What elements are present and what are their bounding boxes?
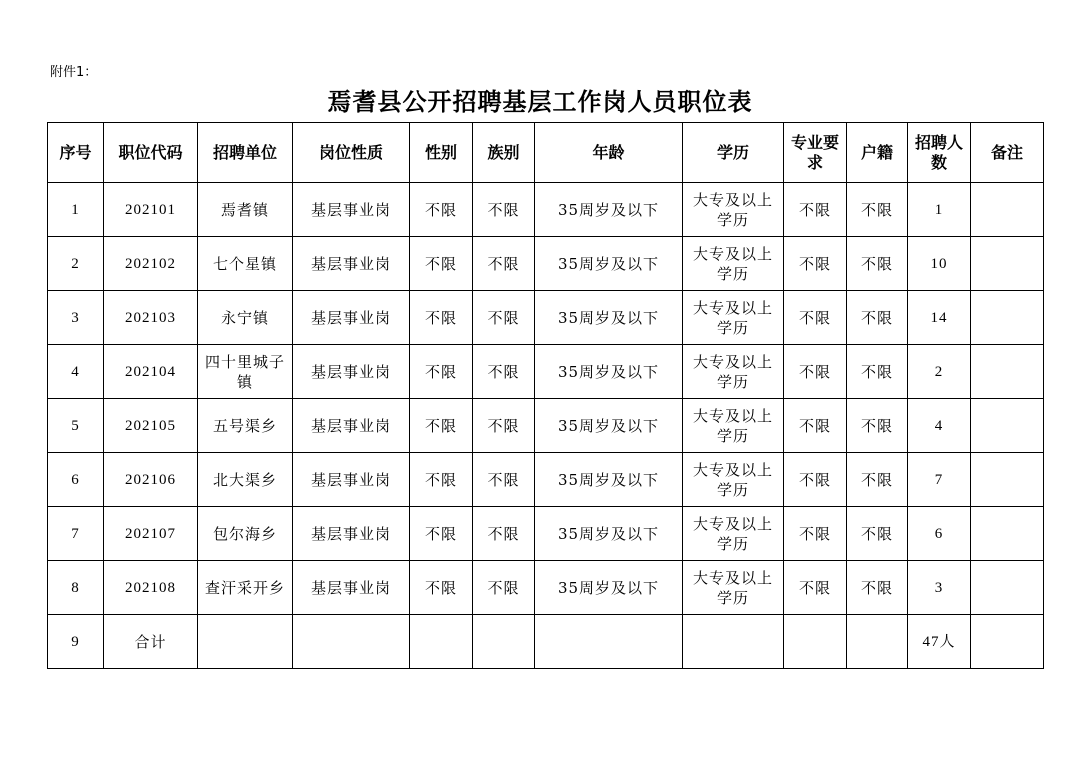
gender-cell: 不限 — [410, 561, 473, 615]
seq-cell: 7 — [48, 507, 104, 561]
position-code-cell: 202101 — [104, 183, 198, 237]
position-code-cell: 202106 — [104, 453, 198, 507]
remarks-cell — [971, 507, 1044, 561]
remarks-cell — [971, 453, 1044, 507]
age-cell: 35周岁及以下 — [535, 237, 683, 291]
ethnicity-cell: 不限 — [473, 507, 535, 561]
header-ethnicity: 族别 — [473, 123, 535, 183]
hiring-unit-cell: 焉耆镇 — [198, 183, 293, 237]
header-position-type: 岗位性质 — [293, 123, 410, 183]
age-cell: 35周岁及以下 — [535, 399, 683, 453]
table-row — [48, 237, 1044, 291]
age-cell: 35周岁及以下 — [535, 561, 683, 615]
seq-cell: 1 — [48, 183, 104, 237]
position-code-cell: 202107 — [104, 507, 198, 561]
table-row — [48, 561, 1044, 615]
ethnicity-cell: 不限 — [473, 453, 535, 507]
table-row — [48, 399, 1044, 453]
gender-cell: 不限 — [410, 291, 473, 345]
ethnicity-cell: 不限 — [473, 399, 535, 453]
major-cell — [784, 615, 847, 669]
position-type-cell — [293, 615, 410, 669]
ethnicity-cell: 不限 — [473, 345, 535, 399]
household-cell: 不限 — [847, 561, 908, 615]
position-type-cell: 基层事业岗 — [293, 183, 410, 237]
household-cell: 不限 — [847, 399, 908, 453]
ethnicity-cell: 不限 — [473, 183, 535, 237]
headcount-cell: 6 — [908, 507, 971, 561]
education-cell: 大专及以上学历 — [683, 561, 784, 615]
headcount-cell: 47人 — [908, 615, 971, 669]
seq-cell: 6 — [48, 453, 104, 507]
hiring-unit-cell: 七个星镇 — [198, 237, 293, 291]
remarks-cell — [971, 615, 1044, 669]
education-cell — [683, 615, 784, 669]
major-cell: 不限 — [784, 399, 847, 453]
remarks-cell — [971, 183, 1044, 237]
seq-cell: 2 — [48, 237, 104, 291]
position-code-cell: 202105 — [104, 399, 198, 453]
gender-cell: 不限 — [410, 345, 473, 399]
household-cell — [847, 615, 908, 669]
attachment-label: 附件1： — [50, 65, 98, 80]
hiring-unit-cell: 包尔海乡 — [198, 507, 293, 561]
ethnicity-cell: 不限 — [473, 237, 535, 291]
position-type-cell: 基层事业岗 — [293, 561, 410, 615]
table-row — [48, 615, 1044, 669]
table-row — [48, 183, 1044, 237]
education-cell: 大专及以上学历 — [683, 237, 784, 291]
education-cell: 大专及以上学历 — [683, 399, 784, 453]
gender-cell: 不限 — [410, 399, 473, 453]
header-household: 户籍 — [847, 123, 908, 183]
seq-cell: 8 — [48, 561, 104, 615]
headcount-cell: 4 — [908, 399, 971, 453]
seq-cell: 5 — [48, 399, 104, 453]
position-code-cell: 202102 — [104, 237, 198, 291]
hiring-unit-cell — [198, 615, 293, 669]
hiring-unit-cell: 永宁镇 — [198, 291, 293, 345]
position-code-cell: 202108 — [104, 561, 198, 615]
ethnicity-cell — [473, 615, 535, 669]
position-type-cell: 基层事业岗 — [293, 237, 410, 291]
household-cell: 不限 — [847, 237, 908, 291]
age-cell: 35周岁及以下 — [535, 291, 683, 345]
seq-cell: 4 — [48, 345, 104, 399]
header-age: 年龄 — [535, 123, 683, 183]
major-cell: 不限 — [784, 291, 847, 345]
headcount-cell: 3 — [908, 561, 971, 615]
table-header-row — [48, 123, 1044, 183]
remarks-cell — [971, 345, 1044, 399]
headcount-cell: 10 — [908, 237, 971, 291]
seq-cell: 3 — [48, 291, 104, 345]
household-cell: 不限 — [847, 345, 908, 399]
position-type-cell: 基层事业岗 — [293, 453, 410, 507]
header-education: 学历 — [683, 123, 784, 183]
remarks-cell — [971, 561, 1044, 615]
remarks-cell — [971, 399, 1044, 453]
header-gender: 性别 — [410, 123, 473, 183]
age-cell — [535, 615, 683, 669]
age-cell: 35周岁及以下 — [535, 345, 683, 399]
position-type-cell: 基层事业岗 — [293, 399, 410, 453]
major-cell: 不限 — [784, 453, 847, 507]
gender-cell: 不限 — [410, 507, 473, 561]
seq-cell: 9 — [48, 615, 104, 669]
remarks-cell — [971, 237, 1044, 291]
position-code-cell: 202103 — [104, 291, 198, 345]
ethnicity-cell: 不限 — [473, 561, 535, 615]
headcount-cell: 2 — [908, 345, 971, 399]
position-type-cell: 基层事业岗 — [293, 507, 410, 561]
gender-cell: 不限 — [410, 237, 473, 291]
major-cell: 不限 — [784, 345, 847, 399]
age-cell: 35周岁及以下 — [535, 507, 683, 561]
major-cell: 不限 — [784, 237, 847, 291]
hiring-unit-cell: 北大渠乡 — [198, 453, 293, 507]
header-hiring-unit: 招聘单位 — [198, 123, 293, 183]
header-major: 专业要求 — [784, 123, 847, 183]
position-type-cell: 基层事业岗 — [293, 345, 410, 399]
position-type-cell: 基层事业岗 — [293, 291, 410, 345]
gender-cell: 不限 — [410, 183, 473, 237]
position-code-cell: 合计 — [104, 615, 198, 669]
table-row — [48, 453, 1044, 507]
household-cell: 不限 — [847, 453, 908, 507]
hiring-unit-cell: 五号渠乡 — [198, 399, 293, 453]
household-cell: 不限 — [847, 507, 908, 561]
header-seq: 序号 — [48, 123, 104, 183]
page-title: 焉耆县公开招聘基层工作岗人员职位表 — [327, 87, 753, 116]
education-cell: 大专及以上学历 — [683, 345, 784, 399]
positions-table — [47, 122, 1044, 669]
major-cell: 不限 — [784, 183, 847, 237]
remarks-cell — [971, 291, 1044, 345]
education-cell: 大专及以上学历 — [683, 183, 784, 237]
header-headcount: 招聘人数 — [908, 123, 971, 183]
gender-cell: 不限 — [410, 453, 473, 507]
age-cell: 35周岁及以下 — [535, 453, 683, 507]
education-cell: 大专及以上学历 — [683, 453, 784, 507]
headcount-cell: 7 — [908, 453, 971, 507]
ethnicity-cell: 不限 — [473, 291, 535, 345]
hiring-unit-cell: 查汗采开乡 — [198, 561, 293, 615]
table-row — [48, 291, 1044, 345]
header-remarks: 备注 — [971, 123, 1044, 183]
header-position-code: 职位代码 — [104, 123, 198, 183]
major-cell: 不限 — [784, 507, 847, 561]
position-code-cell: 202104 — [104, 345, 198, 399]
household-cell: 不限 — [847, 291, 908, 345]
education-cell: 大专及以上学历 — [683, 507, 784, 561]
major-cell: 不限 — [784, 561, 847, 615]
household-cell: 不限 — [847, 183, 908, 237]
headcount-cell: 1 — [908, 183, 971, 237]
table-row — [48, 345, 1044, 399]
table-row — [48, 507, 1044, 561]
education-cell: 大专及以上学历 — [683, 291, 784, 345]
hiring-unit-cell: 四十里城子镇 — [198, 345, 293, 399]
headcount-cell: 14 — [908, 291, 971, 345]
age-cell: 35周岁及以下 — [535, 183, 683, 237]
gender-cell — [410, 615, 473, 669]
